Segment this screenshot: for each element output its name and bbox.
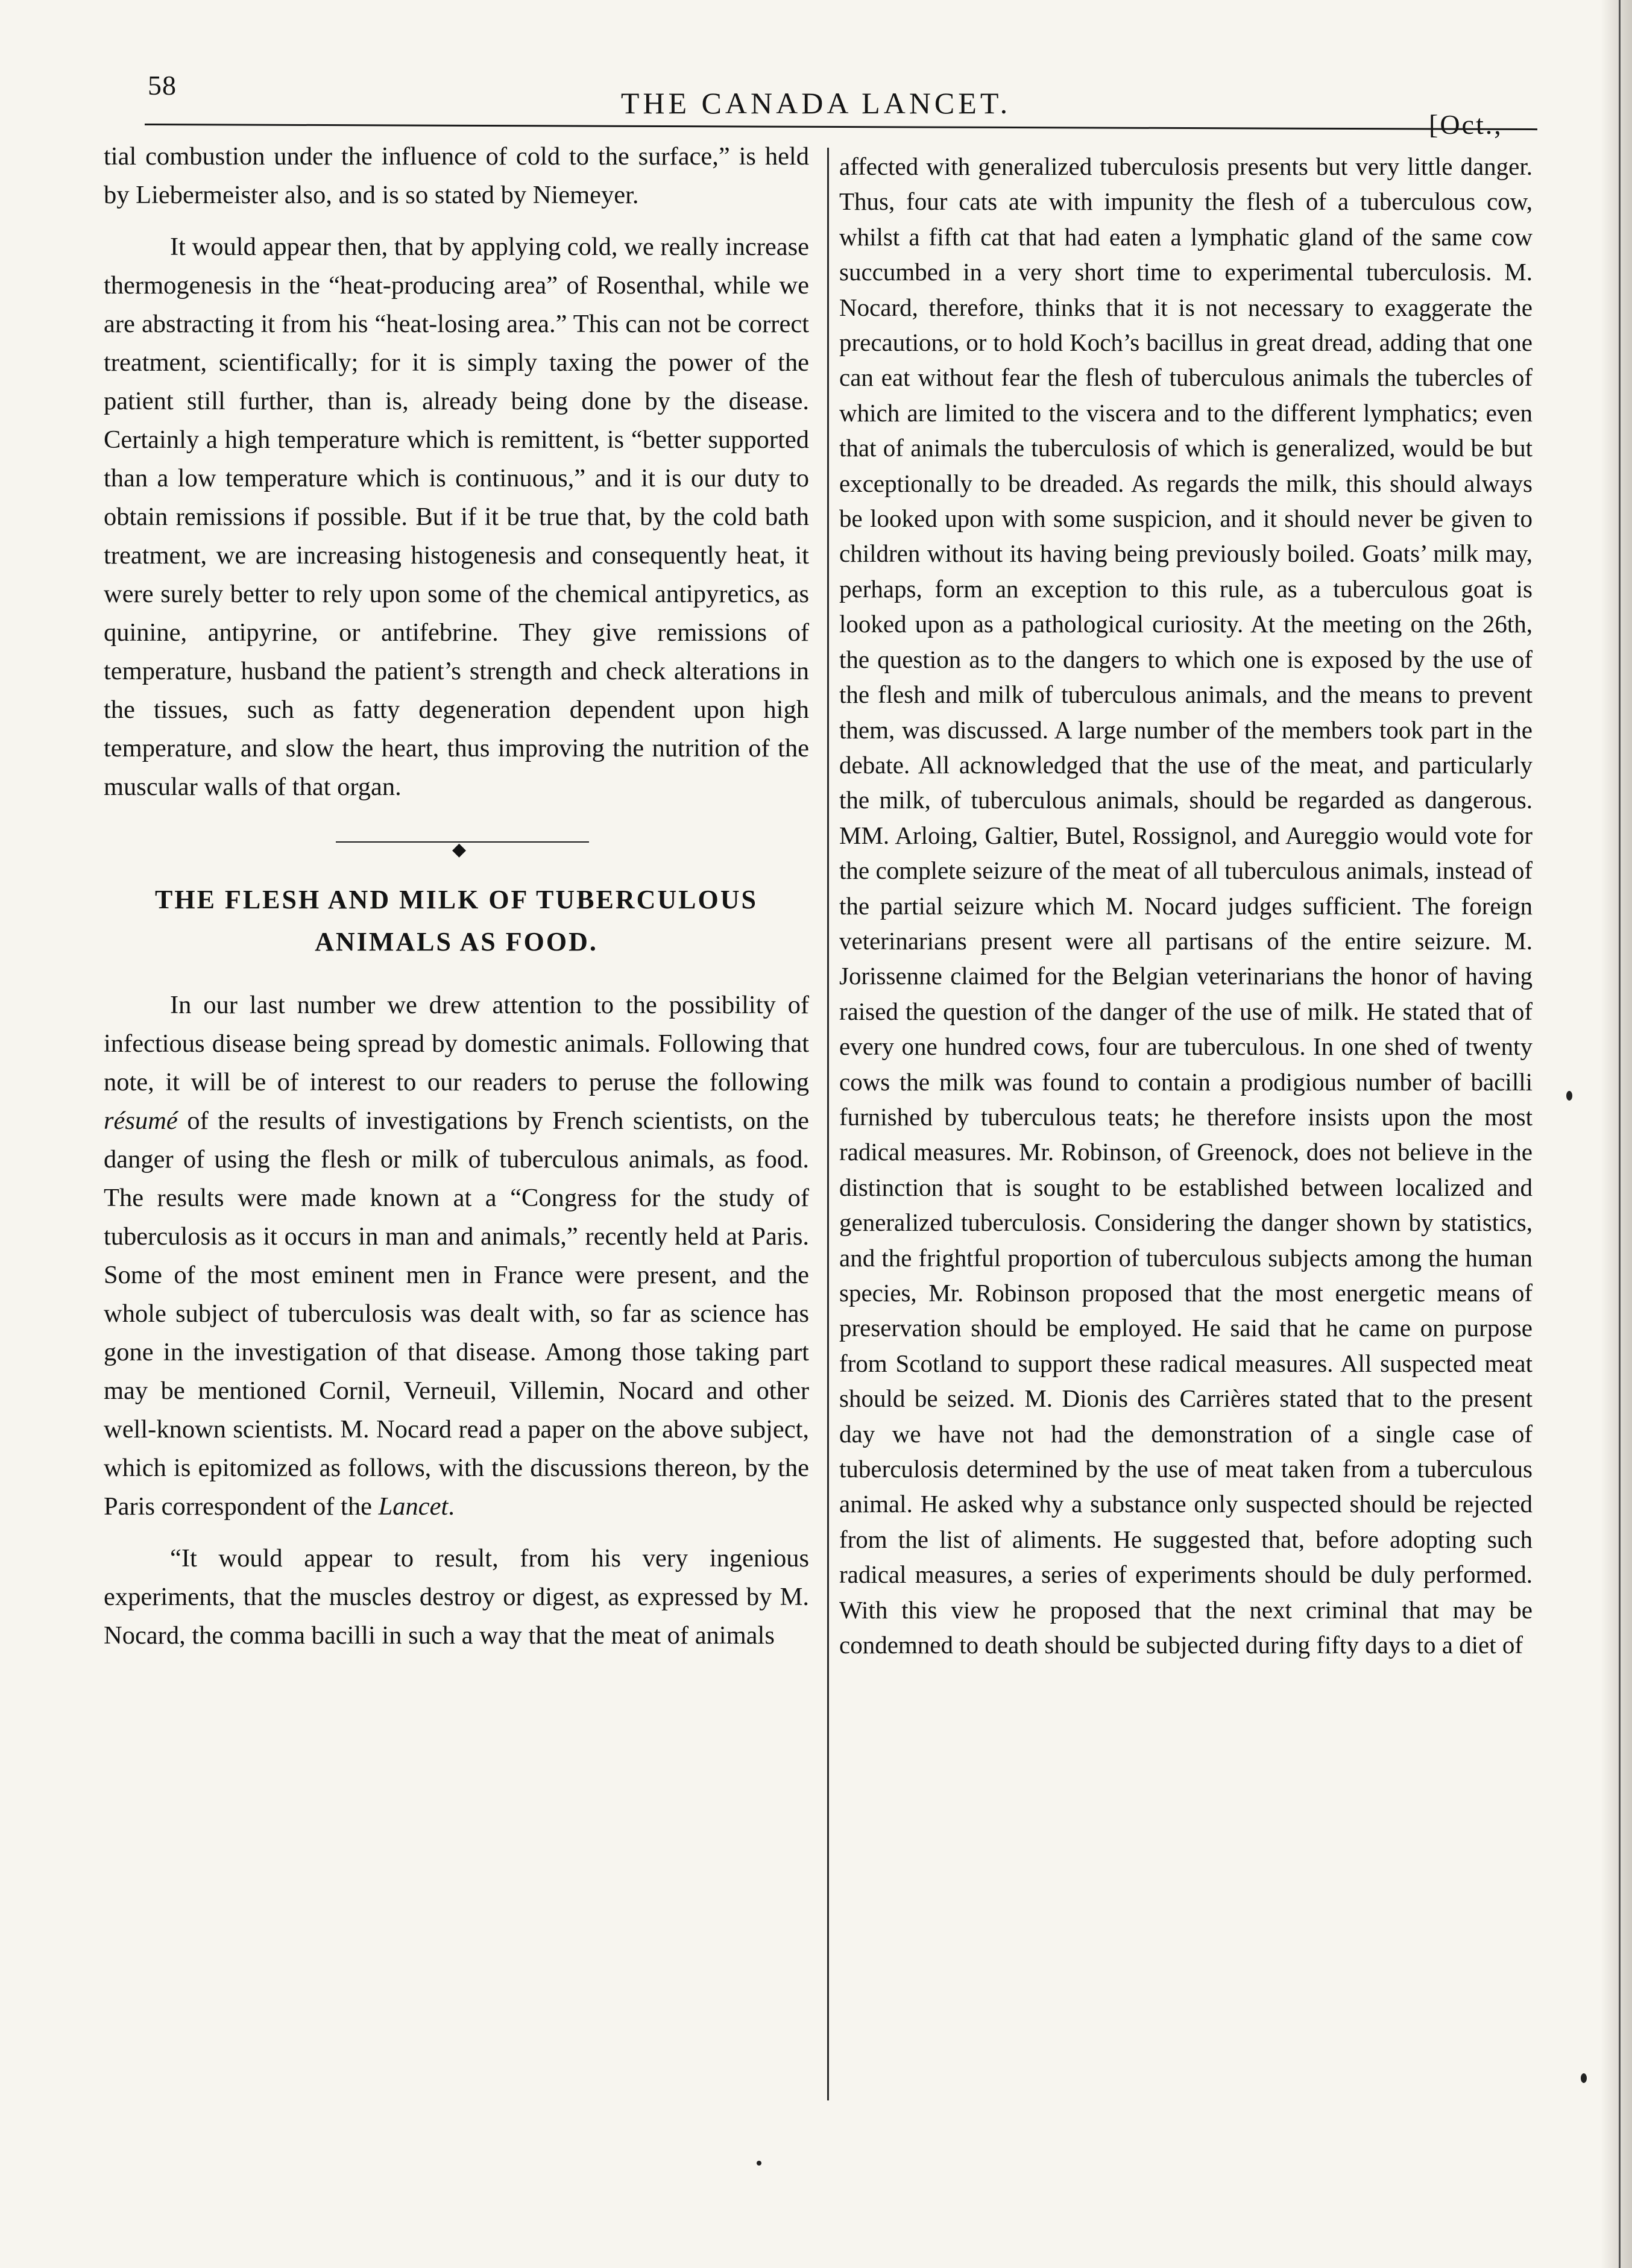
scan-edge [1601,0,1632,2268]
paragraph: tial combustion under the influence of cold to the surface,” is held by Liebermeister also, and is so stated by Niemeyer. [104,142,809,209]
ornament-icon: ◆ [452,840,467,859]
paragraph-text: In our last number we drew attention to the possibility of infectious disease being spread by domestic animals. Following that note, it will be of interest to our readers to peruse the following [104,991,809,1096]
margin-mark [757,2161,761,2166]
scan-edge-line [1619,0,1621,2268]
paragraph: “It would appear to result, from his very ingenious experiments, that the muscles destroy or digest, as expressed by M. Nocard, the comma bacilli in such a way that the meat of animals [104,1544,809,1650]
resume-word: résumé [104,1107,178,1135]
column-rule [827,148,829,2100]
right-column [839,149,1533,1662]
left-column [104,137,809,1655]
paragraph: affected with generalized tuberculosis presents but very little danger. Thus, four cats ate with impunity the flesh of a tuberculous cow, whilst a fifth cat that had eaten a lymphatic gland of the same cow succumbed in a very short time to experimental tuberculosis. M. Nocard, therefore, thinks that it is not necessary to exaggerate the precautions, or to hold Koch’s bacillus in great dread, adding that one can eat without fear the flesh of tuberculous animals the tubercles of which are limited to the viscera and to the different lymphatics; even that of animals the tuberculosis of which is generalized, would be but exceptionally to be dreaded. As regards the milk, this should always be looked upon with some suspicion, and it should never be given to children without its having being previously boiled. Goats’ milk may, perhaps, form an exception to this rule, as a tuberculous goat is looked upon as a pathological curiosity. At the meeting on the 26th, the question as to the dangers to which one is exposed by the use of the flesh and milk of tuberculous animals, and the means to prevent them, was discussed. A large number of the members took part in the debate. All acknowledged that the use of the meat, and particularly the milk, of tuberculous animals, should be regarded as dangerous. MM. Arloing, Galtier, Butel, Rossignol, and Aureggio would vote for the complete seizure of the meat of all tuberculous animals, instead of the partial seizure which M. Nocard judges sufficient. The foreign veterinarians present were all partisans of the entire seizure. M. Jorissenne claimed for the Belgian veterinarians the honor of having raised the question of the danger of the use of milk. He stated that of every one hundred cows, four are tuberculous. In one shed of twenty cows the milk was found to contain a prodigious number of bacilli furnished by tuberculous teats; he therefore insists upon the most radical measures. Mr. Robinson, of Greenock, does not believe in the distinction that is sought to be established between localized and generalized tuberculosis. Considering the danger shown by statistics, and the frightful proportion of tuberculous subjects among the human species, Mr. Robinson proposed that the most energetic means of preservation should be employed. He said that he came on purpose from Scotland to support these radical measures. All suspected meat should be seized. M. Dionis des Carrières stated that to the present day we have not had the demonstration of a single case of tuberculosis determined by the use of meat taken from a tuberculous animal. He asked why a substance only suspected should be rejected from the list of aliments. He suggested that, before adopting such radical measures, a series of experiments should be duly performed. With this view he proposed that the next criminal that may be condemned to death should be subjected during fifty days to a diet of [839,152,1533,1659]
page-number: 58 [148,70,177,101]
issue-date: [Oct., [1429,109,1503,140]
running-title: THE CANADA LANCET. [620,86,1012,120]
margin-mark [1581,2073,1587,2083]
paragraph-text: of the results of investigations by French scientists, on the danger of using the flesh or milk of tuberculous animals, as food. The results were made known at a “Congress for the study of tuberculosis as it occurs in man and animals,” recently held at Paris. Some of the most eminent men in France were present, and the whole subject of tuberculosis was dealt with, so far as science has gone in the investigation of that disease. Among those taking part may be mentioned Cornil, Verneuil, Villemin, Nocard and other well-known scientists. M. Nocard read a paper on the above subject, which is epitomized as follows, with the discussions thereon, by the Paris correspondent of the [104,1107,810,1521]
header-rule [145,124,1537,130]
section-divider [104,806,809,879]
paragraph: It would appear then, that by applying cold, we really increase thermogenesis in the “heat-producing area” of Rosenthal, while we are abstracting it from his “heat-losing area.” This can not be correct treatment, scientifically; for it is simply taxing the power of the patient still further, than is, already being done by the disease. Certainly a high temperature which is remittent, is “better supported than a low temperature which is continuous,” and it is our duty to obtain remissions if possible. But if it be true that, by the cold bath treatment, we are increasing histogenesis and consequently heat, it were surely better to rely upon some of the chemical antipyretics, as quinine, antipyrine, or antifebrine. They give remissions of temperature, husband the patient’s strength and check alterations in the tissues, such as fatty degeneration dependent upon high temperature, and slow the heart, thus improving the nutrition of the muscular walls of that organ. [104,233,809,801]
section-heading: THE FLESH AND MILK OF TUBERCULOUS ANIMALS AS FOOD. [155,885,758,957]
margin-mark [1566,1091,1572,1101]
lancet-word: Lancet [378,1492,449,1521]
paragraph [104,986,809,1526]
paragraph-end: . [448,1492,455,1521]
